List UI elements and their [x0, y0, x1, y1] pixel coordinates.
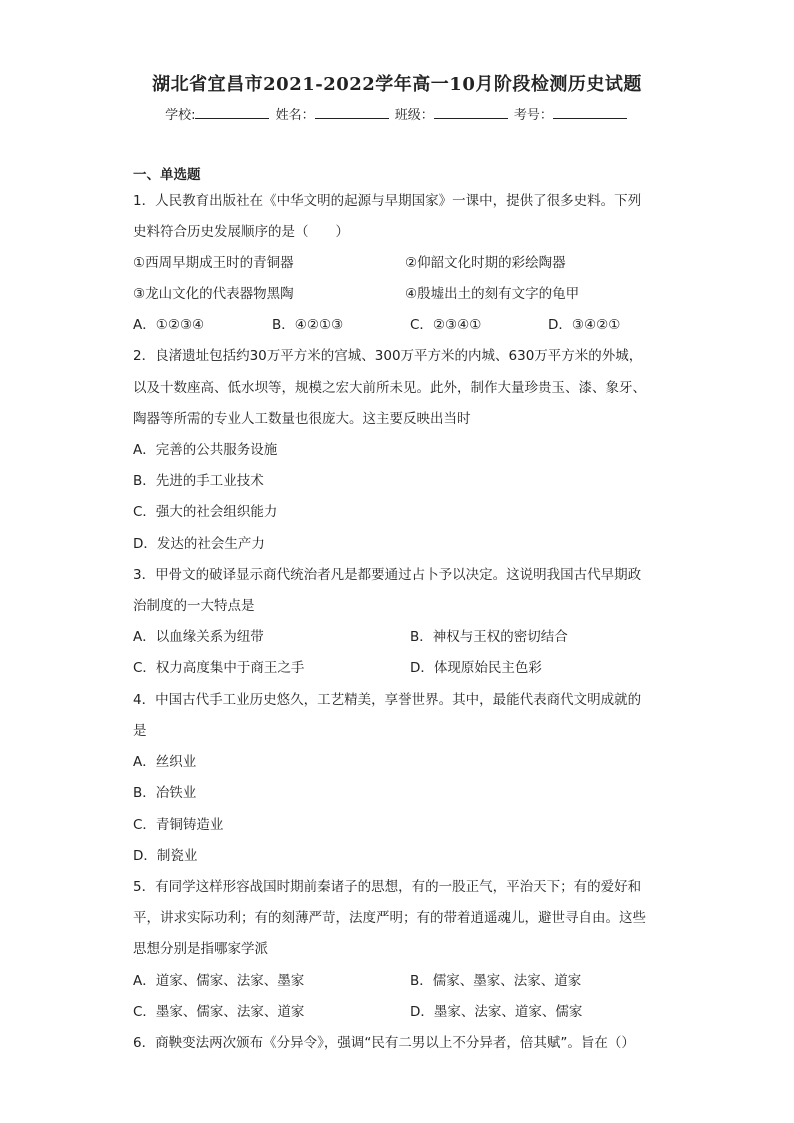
q5-option-a[interactable]: A．道家、儒家、法家、墨家 — [133, 973, 305, 989]
q4-option-d[interactable]: D．制瓷业 — [133, 848, 198, 864]
q5-option-c[interactable]: C．墨家、儒家、法家、道家 — [133, 1004, 305, 1020]
q1-option-b[interactable]: B．④②①③ — [272, 317, 344, 333]
q2-option-b[interactable]: B．先进的手工业技术 — [133, 473, 264, 489]
q5-stem-line1: 5．有同学这样形容战国时期前秦诸子的思想，有的一股正气，平治天下；有的爱好和 — [133, 879, 642, 895]
q2-option-a[interactable]: A．完善的公共服务设施 — [133, 442, 278, 458]
q4-stem-line2: 是 — [133, 723, 147, 739]
q1-option-c[interactable]: C．②③④① — [410, 317, 482, 333]
number-label: 考号： — [513, 108, 553, 123]
name-label: 姓名： — [275, 108, 315, 123]
q4-option-b[interactable]: B．冶铁业 — [133, 785, 197, 801]
q3-option-c[interactable]: C．权力高度集中于商王之手 — [133, 660, 305, 676]
name-blank[interactable] — [315, 106, 389, 119]
q2-stem-line2: 以及十数座高、低水坝等，规模之宏大前所未见。此外，制作大量珍贵玉、漆、象牙、 — [133, 380, 646, 396]
class-label: 班级： — [394, 108, 434, 123]
q1-item3: ③龙山文化的代表器物黑陶 — [133, 286, 294, 302]
q5-stem-line2: 平，讲求实际功利；有的刻薄严苛，法度严明；有的带着逍遥魂儿，避世寻自由。这些 — [133, 910, 646, 926]
q2-option-d[interactable]: D．发达的社会生产力 — [133, 536, 265, 552]
section-heading: 一、单选题 — [133, 167, 201, 183]
q1-item1: ①西周早期成王时的青铜器 — [133, 255, 294, 271]
q4-stem-line1: 4．中国古代手工业历史悠久，工艺精美，享誉世界。其中，最能代表商代文明成就的 — [133, 692, 642, 708]
q4-option-a[interactable]: A．丝织业 — [133, 754, 197, 770]
q1-stem-line1: 1．人民教育出版社在《中华文明的起源与早期国家》一课中，提供了很多史料。下列 — [133, 193, 642, 209]
class-blank[interactable] — [434, 106, 508, 119]
q3-option-b[interactable]: B．神权与王权的密切结合 — [410, 629, 568, 645]
student-info-line — [0, 104, 794, 123]
q6-stem-line1: 6．商鞅变法两次颁布《分异令》，强调“民有二男以上不分异者，倍其赋”。旨在（） — [133, 1035, 635, 1051]
q1-option-a[interactable]: A．①②③④ — [133, 317, 205, 333]
q2-option-c[interactable]: C．强大的社会组织能力 — [133, 504, 278, 520]
q5-stem-line3: 思想分别是指哪家学派 — [133, 941, 268, 957]
q1-item2: ②仰韶文化时期的彩绘陶器 — [405, 255, 566, 271]
page-title: 湖北省宜昌市2021-2022学年高一10月阶段检测历史试题 — [152, 74, 642, 95]
q5-option-d[interactable]: D．墨家、法家、道家、儒家 — [410, 1004, 583, 1020]
school-label: 学校: — [165, 108, 196, 123]
q3-option-d[interactable]: D．体现原始民主色彩 — [410, 660, 542, 676]
q3-option-a[interactable]: A．以血缘关系为纽带 — [133, 629, 264, 645]
q5-option-b[interactable]: B．儒家、墨家、法家、道家 — [410, 973, 582, 989]
school-blank[interactable] — [195, 106, 269, 119]
q2-stem-line1: 2．良渚遗址包括约30万平方米的宫城、300万平方米的内城、630万平方米的外城， — [133, 348, 643, 364]
q2-stem-line3: 陶器等所需的专业人工数量也很庞大。这主要反映出当时 — [133, 411, 471, 427]
q3-stem-line2: 治制度的一大特点是 — [133, 598, 255, 614]
q1-item4: ④殷墟出土的刻有文字的龟甲 — [405, 286, 580, 302]
q4-option-c[interactable]: C．青铜铸造业 — [133, 817, 224, 833]
q1-stem-line2: 史料符合历史发展顺序的是（ ） — [133, 224, 349, 240]
q1-option-d[interactable]: D．③④②① — [548, 317, 621, 333]
number-blank[interactable] — [553, 106, 627, 119]
q3-stem-line1: 3．甲骨文的破译显示商代统治者凡是都要通过占卜予以决定。这说明我国古代早期政 — [133, 567, 642, 583]
